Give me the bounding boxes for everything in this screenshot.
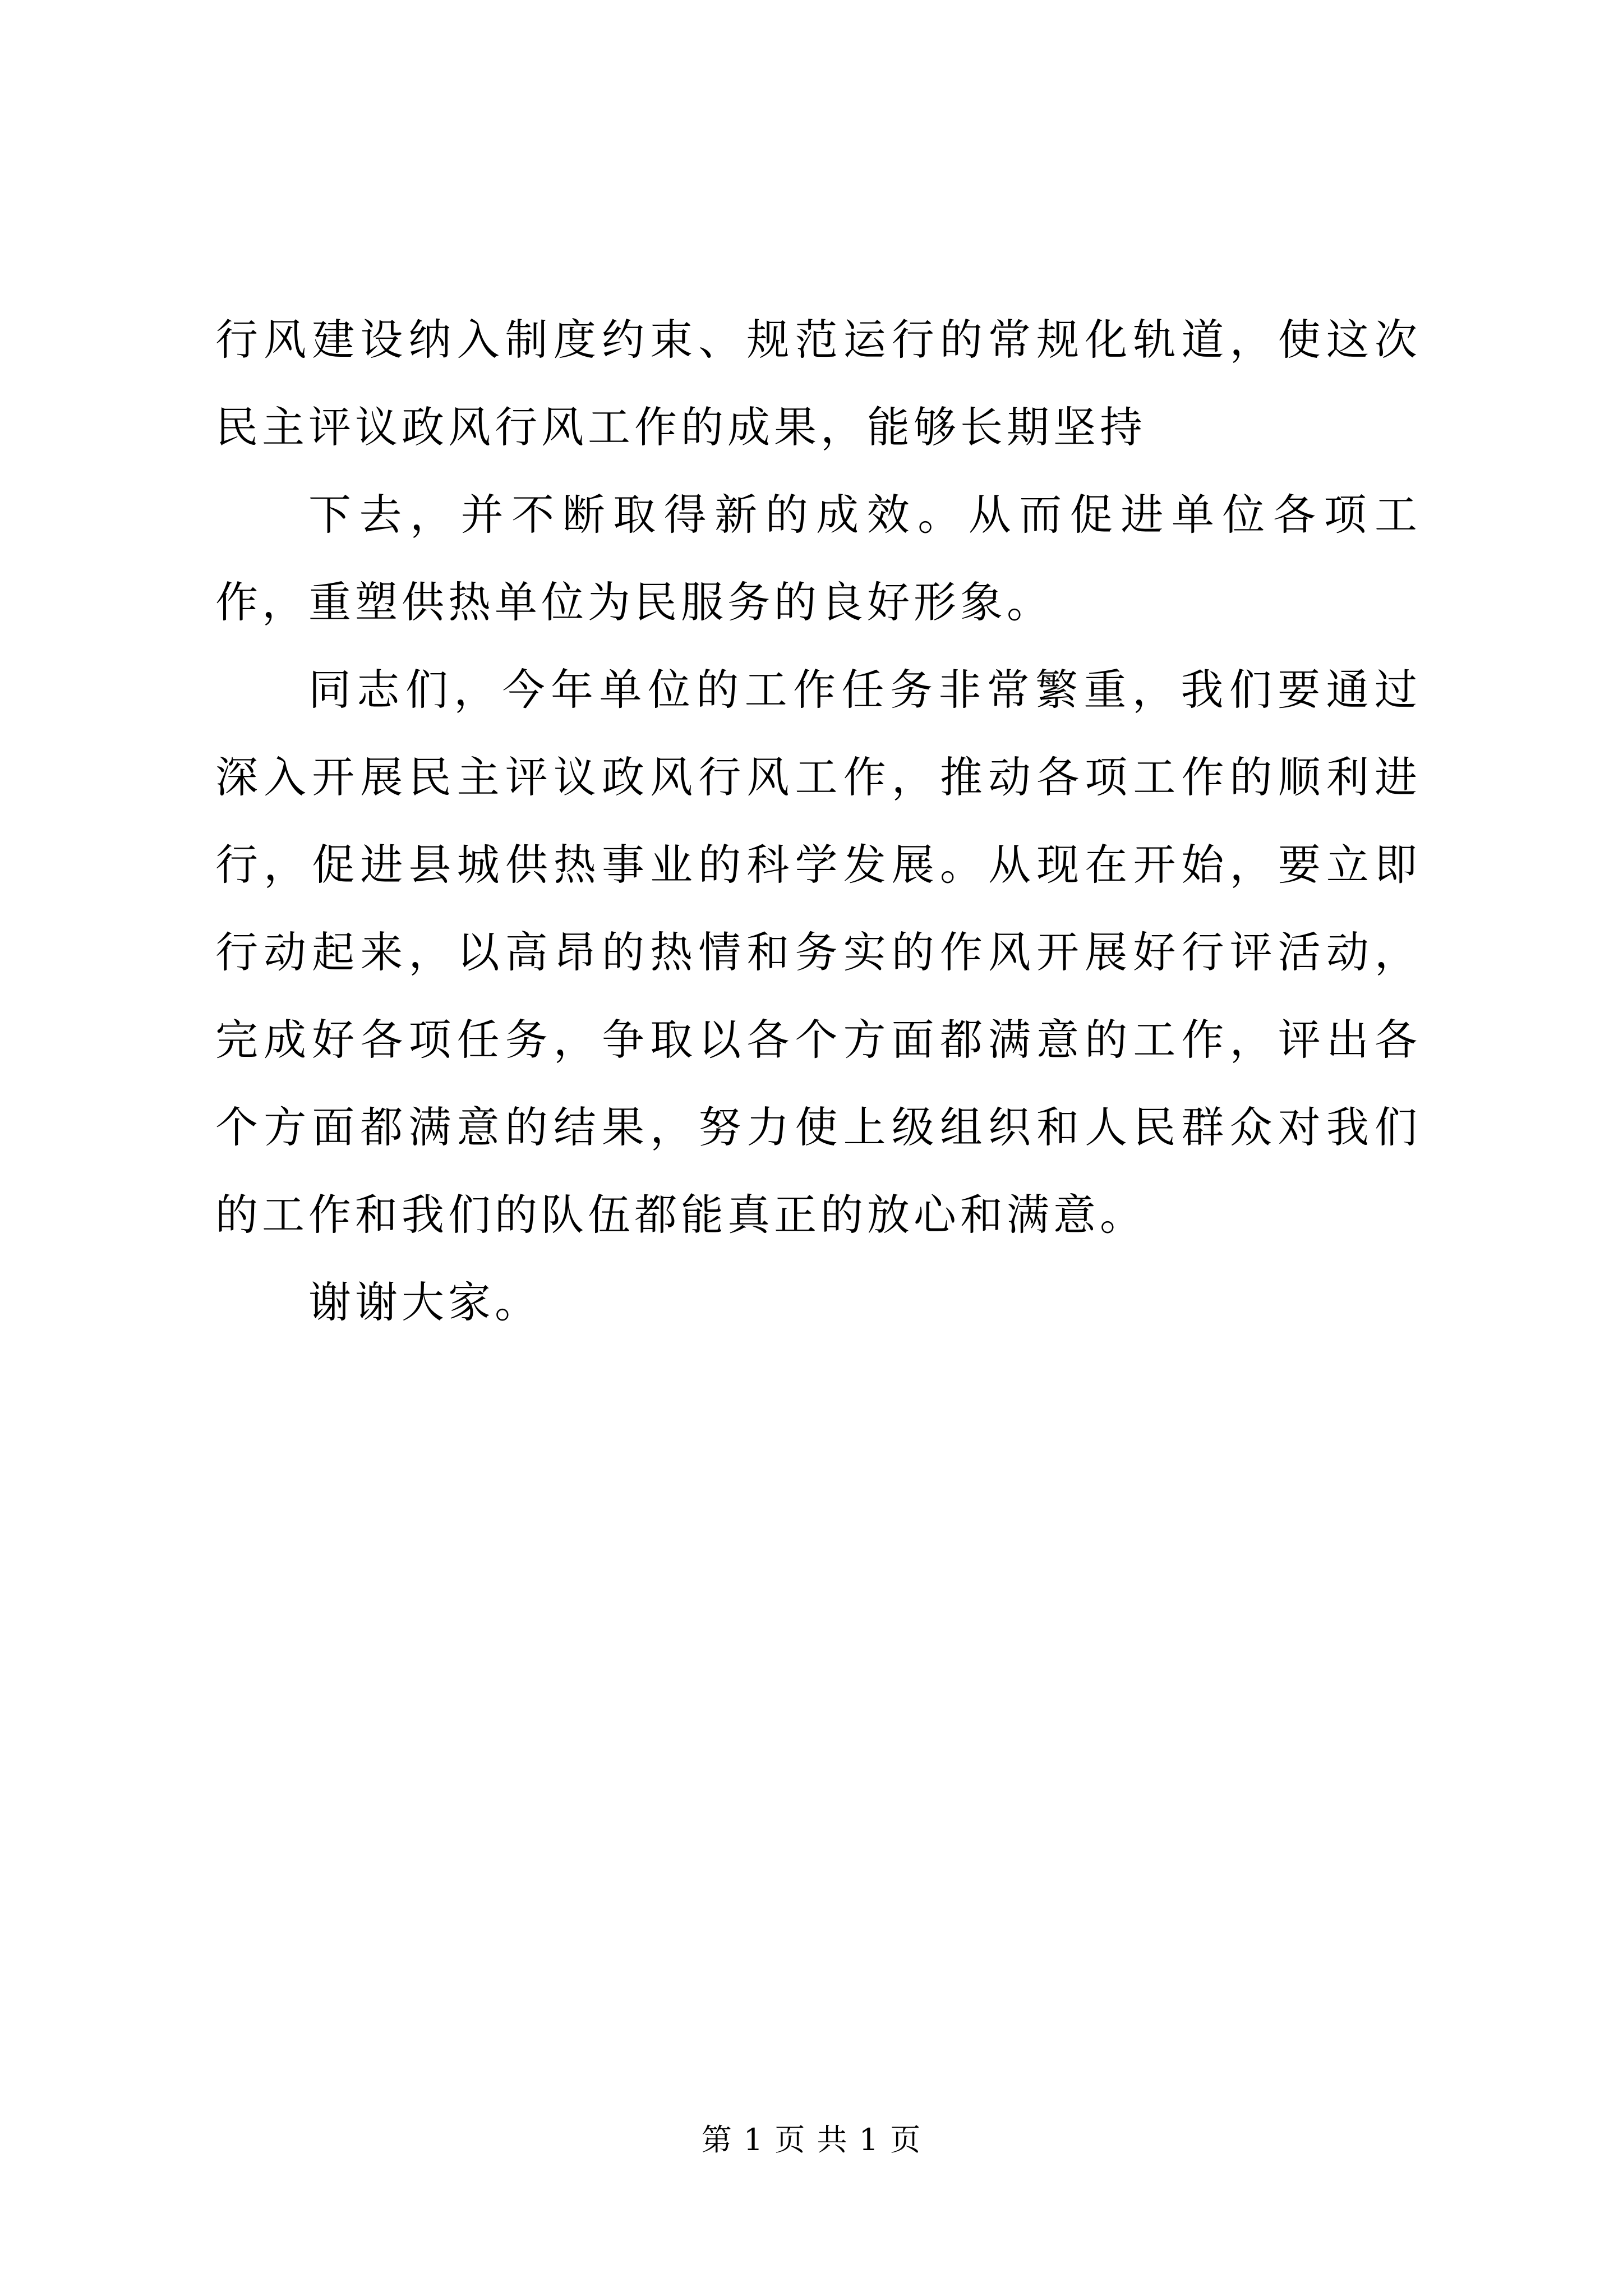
paragraph: 下去，并不断取得新的成效。从而促进单位各项工作，重塑供热单位为民服务的良好形象。 [215,490,1421,627]
paragraph: 同志们，今年单位的工作任务非常繁重，我们要通过深入开展民主评议政风行风工作，推动各项工作的顺利进行，促进县城供热事业的科学发展。从现在开始，要立即行动起来，以高昂的热情和务实的作风开展好行评活动，完成好各项任务，争取以各个方面都满意的工作，评出各个方面都满意的结果，努力使上级组织和人民群众对我们的工作和我们的队伍都能真正的放心和满意。 [215,665,1421,1240]
document-body [215,296,1421,1346]
paragraph-continuation: 行风建设纳入制度约束、规范运行的常规化轨道，使这次民主评议政风行风工作的成果，能够长期坚持 [215,315,1421,452]
page-footer: 第 1 页 共 1 页 [701,2122,922,2157]
paragraph-closing: 谢谢大家。 [308,1277,541,1327]
